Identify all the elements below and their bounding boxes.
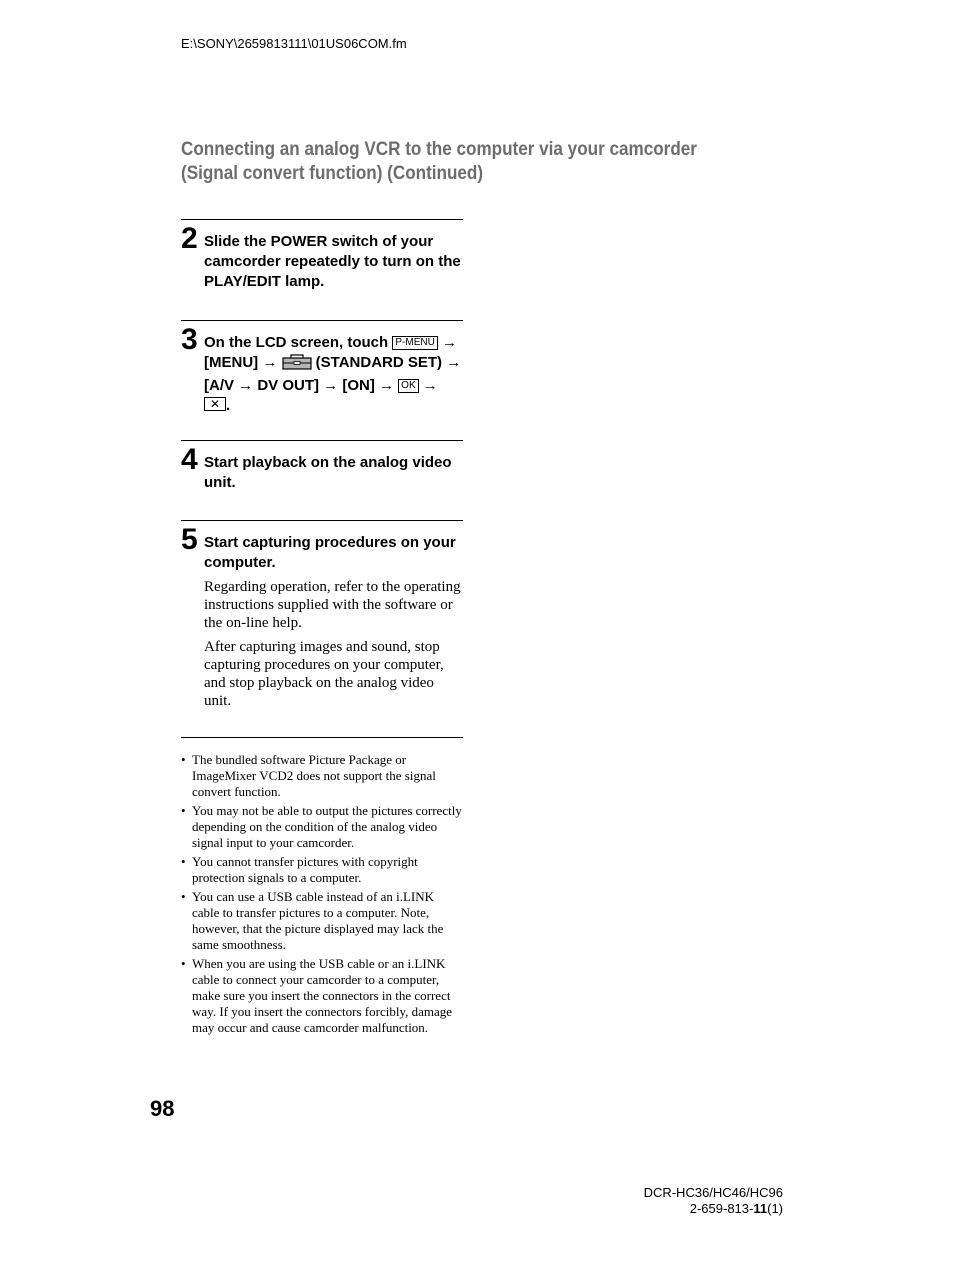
note-item: • When you are using the USB cable or an i.LINK cable to connect your camcorder to a computer, make sure you insert the connectors in the correct way. If you insert the connectors forcibly, damage may occur and cause camcorder malfunction. (181, 956, 463, 1036)
notes-list (181, 752, 463, 1036)
step-3 (181, 320, 463, 440)
step-number: 5 (181, 523, 198, 556)
code-suffix: (1) (767, 1201, 783, 1216)
step-2 (181, 219, 463, 320)
content-column (181, 219, 463, 1039)
step-paragraph: After capturing images and sound, stop capturing procedures on your computer, and stop playback on the analog video unit. (204, 639, 444, 709)
footer (644, 1185, 783, 1217)
step-number: 3 (181, 323, 198, 356)
step-5 (181, 520, 463, 737)
note-item: • You can use a USB cable instead of an i.LINK cable to transfer pictures to a computer. Note, however, that the picture displayed may lack the same smoothness. (181, 889, 463, 953)
step-heading: Slide the POWER switch of your camcorder repeatedly to turn on the PLAY/EDIT lamp. (204, 233, 461, 290)
close-icon[interactable]: ✕ (204, 397, 226, 411)
file-path: E:\SONY\2659813111\01US06COM.fm (181, 36, 407, 51)
model-number: DCR-HC36/HC46/HC96 (643, 1185, 783, 1200)
step-number: 4 (181, 443, 198, 476)
notes-divider (181, 737, 463, 738)
note-item: • You may not be able to output the pictures correctly depending on the condition of the analog video signal input to your camcorder. (181, 803, 463, 851)
step-text: → [MENU] → (204, 334, 457, 371)
toolbox-icon (282, 354, 312, 376)
note-item: • The bundled software Picture Package or ImageMixer VCD2 does not support the signal convert function. (181, 752, 463, 800)
step-text: → (422, 377, 438, 394)
step-4 (181, 440, 463, 520)
page-number: 98 (150, 1096, 175, 1121)
ok-button[interactable]: OK (398, 379, 418, 393)
step-text: (STANDARD SET) → [A/V → DV OUT] → [ON] → (204, 354, 462, 394)
step-text: On the LCD screen, touch (204, 334, 389, 351)
section-title: Connecting an analog VCR to the computer via your camcorder (Signal convert function) (Continued) (181, 139, 697, 184)
code-bold: 11 (753, 1201, 768, 1216)
step-heading: Start capturing procedures on your computer. (204, 534, 456, 571)
step-number: 2 (181, 222, 198, 255)
note-item: • You cannot transfer pictures with copyright protection signals to a computer. (181, 854, 463, 886)
step-heading (204, 321, 463, 416)
document-code (644, 1201, 783, 1217)
step-body (204, 578, 463, 710)
step-text: . (226, 397, 231, 414)
step-paragraph: Regarding operation, refer to the operating instructions supplied with the software or the on-line help. (204, 579, 461, 631)
code-prefix: 2-659-813- (689, 1201, 754, 1216)
step-heading: Start playback on the analog video unit. (204, 454, 452, 491)
p-menu-button[interactable]: P-MENU (392, 336, 437, 350)
